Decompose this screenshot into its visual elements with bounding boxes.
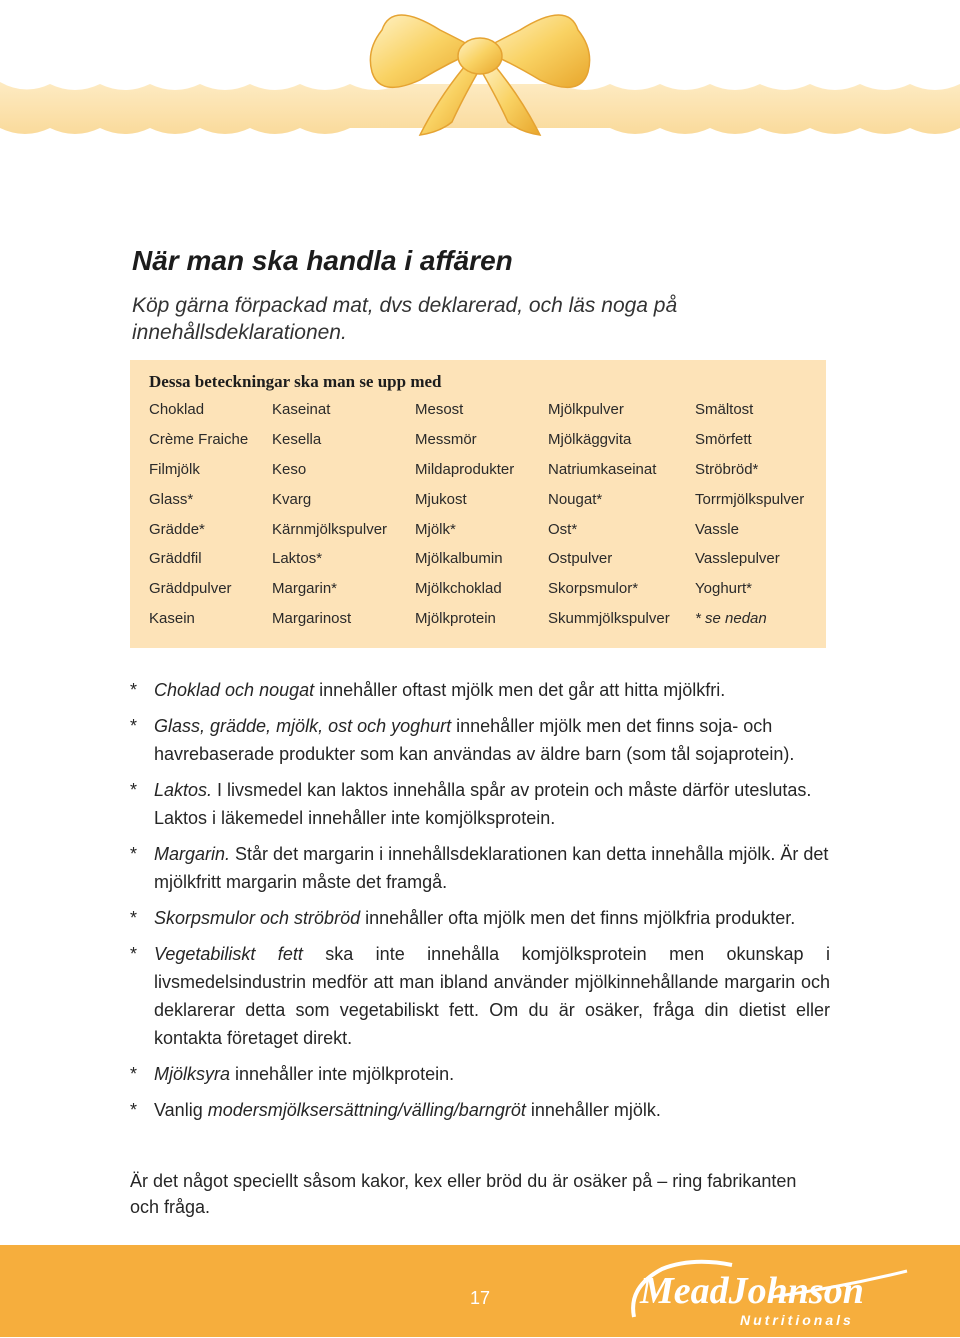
table-cell: Vasslepulver [695, 550, 780, 568]
note-emphasis: Mjölksyra [154, 1064, 231, 1084]
table-cell: Ströbröd* [695, 460, 759, 478]
table-cell: Torrmjölkspulver [695, 490, 805, 508]
table-cell: Mjölkalbumin [415, 550, 503, 568]
table-cell: Mesost [415, 401, 464, 418]
table-cell: Grädde* [149, 520, 205, 538]
note-emphasis: Laktos. [154, 780, 213, 800]
logo-swoosh-icon [622, 1257, 912, 1333]
note-emphasis: Vegetabiliskt fett [154, 944, 303, 964]
table-cell: Choklad [149, 401, 205, 418]
asterisk: * [130, 944, 138, 964]
table-cell: Natriumkaseinat [548, 460, 657, 478]
note-prefix: Vanlig [154, 1100, 208, 1120]
ribbon-decoration [0, 0, 960, 140]
note-item [130, 904, 830, 932]
note-text: innehåller mjölk men det finns soja- och havrebaserade produkter som kan användas av äldre barn (som tål sojaprotein). [154, 716, 795, 764]
table-cell: Skorpsmulor* [548, 580, 639, 598]
note-item [130, 712, 830, 768]
note-text: innehåller inte mjölkprotein. [230, 1064, 455, 1084]
table-cell: Mjölk* [415, 520, 456, 538]
bow-icon [0, 0, 960, 140]
asterisk: * [130, 680, 138, 700]
logo-sub-text: Nutritionals [740, 1312, 854, 1328]
note-item [130, 1096, 830, 1124]
table-cell: Crème Fraiche [149, 430, 249, 448]
table-cell: Yoghurt* [695, 580, 752, 598]
ingredients-box [130, 360, 826, 648]
note-text: innehåller ofta mjölk men det finns mjölkfria produkter. [360, 908, 796, 928]
asterisk: * [130, 780, 138, 800]
note-emphasis: Margarin. [154, 844, 231, 864]
note-item [130, 1060, 830, 1088]
table-cell: Filmjölk [149, 460, 200, 478]
table-cell: Ostpulver [548, 550, 613, 568]
table-cell: Smältost [695, 401, 754, 418]
footnotes [130, 676, 830, 1132]
table-cell: Kasein [149, 610, 195, 628]
note-item [130, 776, 830, 832]
page-number: 17 [470, 1288, 491, 1308]
note-emphasis: Skorpsmulor och ströbröd [154, 908, 361, 928]
asterisk: * [130, 908, 138, 928]
asterisk: * [130, 716, 138, 736]
note-item [130, 840, 830, 896]
table-cell: Gräddfil [149, 550, 202, 568]
table-cell: Gräddpulver [149, 580, 232, 598]
table-cell: Margarin* [272, 580, 338, 598]
note-item [130, 940, 830, 1052]
ingredients-heading: Dessa beteckningar ska man se upp med [149, 372, 442, 391]
table-cell: Mjölkäggvita [548, 430, 632, 448]
logo-main-text: MeadJohnson [640, 1270, 864, 1312]
table-cell: Messmör [415, 430, 477, 448]
table-cell: Glass* [149, 490, 194, 508]
table-cell: Kärnmjölkspulver [272, 520, 388, 538]
table-cell: Mjukost [415, 490, 467, 508]
table-cell: Mildaprodukter [415, 460, 515, 478]
table-cell: Kvarg [272, 490, 312, 508]
table-cell: Kaseinat [272, 401, 331, 418]
note-text: innehåller oftast mjölk men det går att hitta mjölkfri. [314, 680, 726, 700]
note-item [130, 676, 830, 704]
note-emphasis: Glass, grädde, mjölk, ost och yoghurt [154, 716, 452, 736]
page-footer [0, 1245, 960, 1337]
note-emphasis: modersmjölksersättning/välling/barngröt [207, 1100, 526, 1120]
closing-paragraph: Är det något speciellt såsom kakor, kex eller bröd du är osäker på – ring fabrikanten och fråga. [130, 1171, 797, 1217]
note-text: I livsmedel kan laktos innehålla spår av protein och måste därför uteslutas. Laktos i läkemedel innehåller inte komjölksprotein. [154, 780, 812, 828]
table-cell: Kesella [272, 430, 322, 448]
table-cell: Nougat* [548, 490, 603, 508]
table-cell: Smörfett [695, 430, 752, 448]
asterisk: * [130, 1064, 138, 1084]
asterisk: * [130, 1100, 138, 1120]
note-text: Står det margarin i innehållsdeklarationen kan detta innehålla mjölk. Är det mjölkfritt margarin måste det framgå. [154, 844, 829, 892]
meadjohnson-logo [622, 1257, 912, 1333]
note-text: innehåller mjölk. [525, 1100, 661, 1120]
page-subtitle: Köp gärna förpackad mat, dvs deklarerad, och läs noga på innehållsdeklarationen. [132, 294, 678, 344]
table-cell: Ost* [548, 520, 578, 538]
table-cell: Vassle [695, 520, 739, 538]
table-cell: Laktos* [272, 550, 323, 568]
page-title: När man ska handla i affären [132, 245, 513, 276]
table-cell: Mjölkchoklad [415, 580, 502, 598]
table-cell: Skummjölkspulver [548, 610, 670, 628]
note-emphasis: Choklad och nougat [154, 680, 315, 700]
note-text: ska inte innehålla komjölksprotein men okunskap i livsmedelsindustrin medför att man ibland använder mjölkinnehållande margarin och deklarerar detta som vegetabiliskt fett. Om du är osäker, fråga din dietist eller kontakta företaget direkt. [154, 944, 830, 1048]
footnote-reference: * se nedan [695, 610, 767, 628]
table-cell: Keso [272, 460, 307, 478]
table-cell: Mjölkprotein [415, 610, 496, 628]
table-cell: Margarinost [272, 610, 352, 628]
asterisk: * [130, 844, 138, 864]
table-cell: Mjölkpulver [548, 401, 624, 418]
